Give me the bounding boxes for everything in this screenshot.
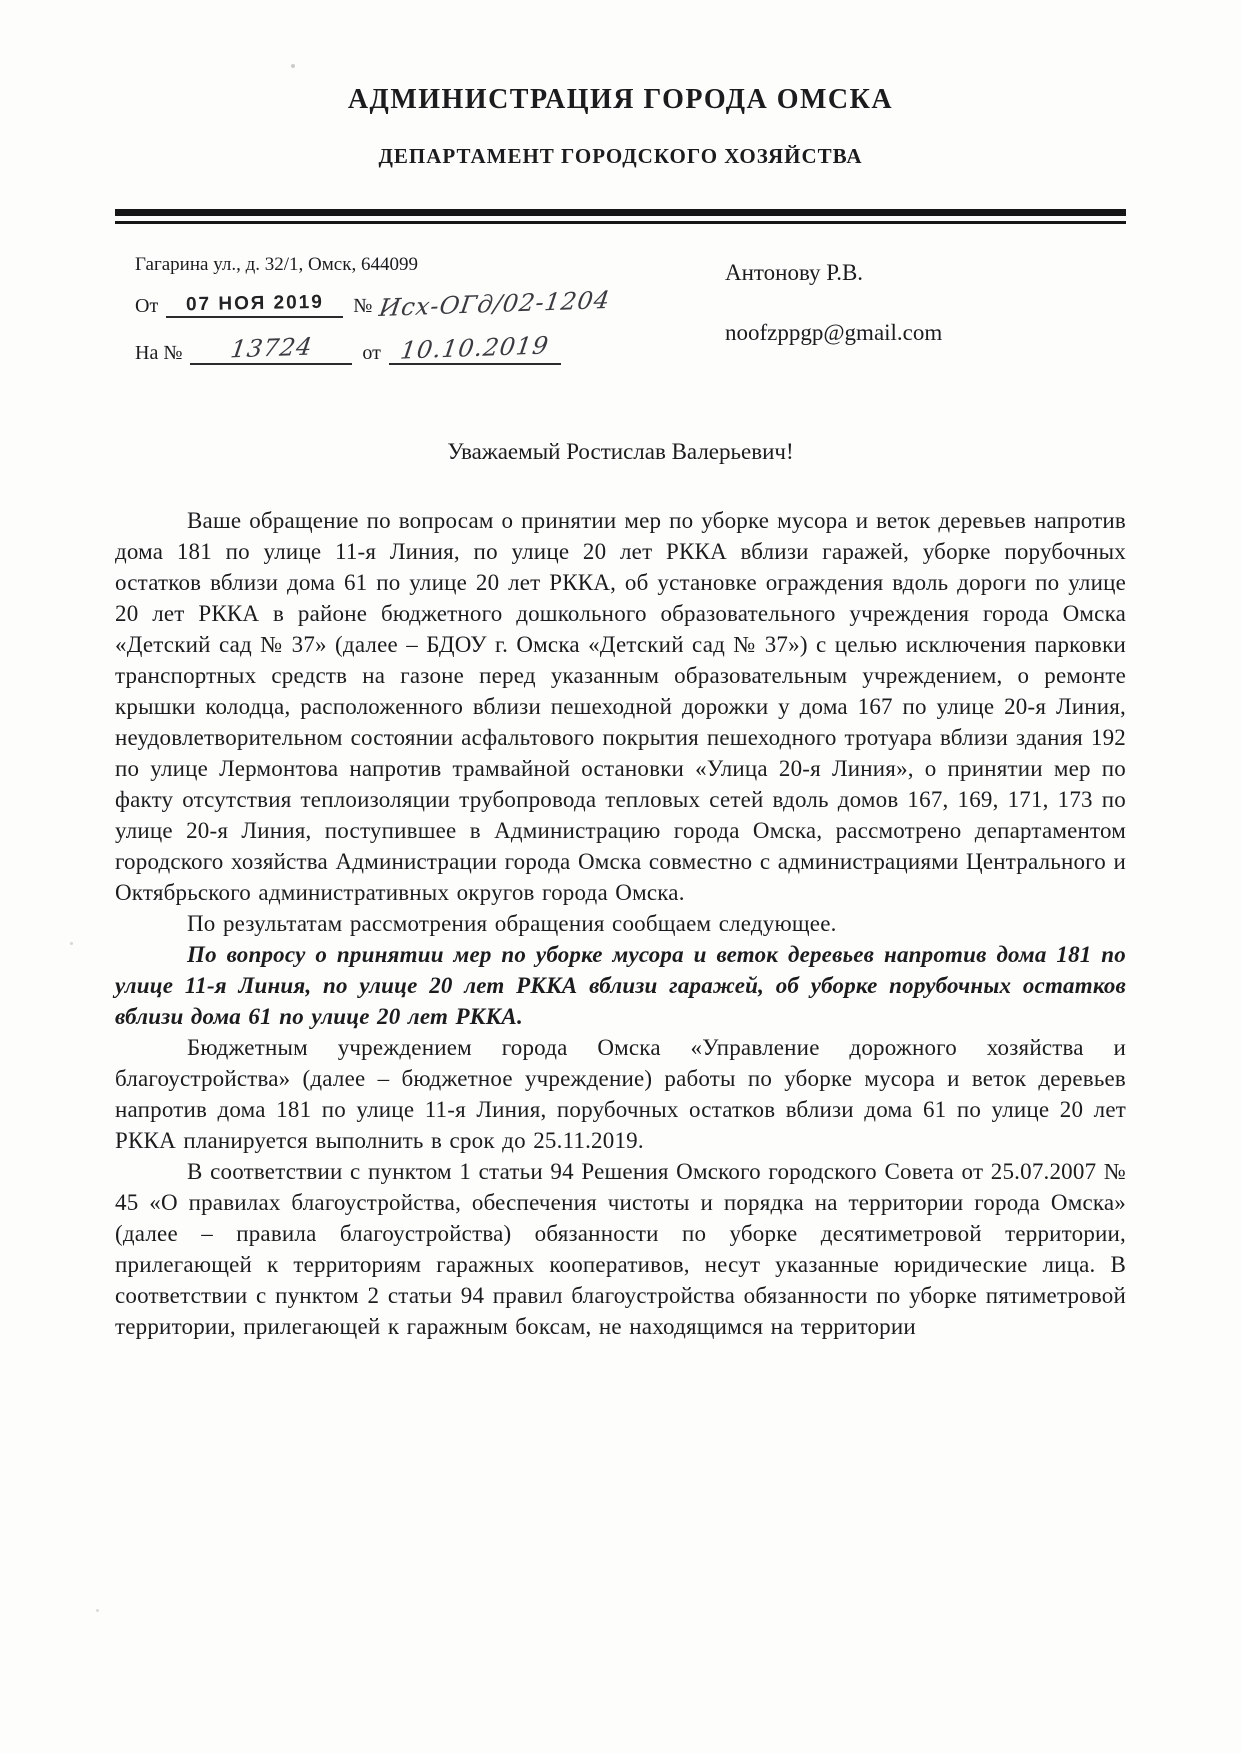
sender-meta	[115, 246, 665, 381]
incoming-date-slot	[389, 331, 561, 365]
body-paragraph: По вопросу о принятии мер по уборке мусора и веток деревьев напротив дома 181 по улице 11-я Линия, по улице 20 лет РККА вблизи гаражей, об уборке порубочных остатков вблизи дома 61 по улице 20 лет РККА.	[115, 942, 1126, 1029]
letter-body	[115, 505, 1126, 1342]
sender-address: Гагарина ул., д. 32/1, Омск, 644099	[135, 254, 418, 275]
recipient-block	[665, 246, 1126, 346]
incoming-number-slot	[190, 334, 352, 365]
letterhead-org-title: АДМИНИСТРАЦИЯ ГОРОДА ОМСКА	[347, 84, 894, 115]
ref-label: На №	[135, 342, 183, 364]
scan-speck	[291, 64, 295, 68]
letterhead-dept-title: ДЕПАРТАМЕНТ ГОРОДСКОГО ХОЗЯЙСТВА	[378, 144, 863, 168]
from-label: От	[135, 295, 159, 317]
outgoing-number-handwritten: Исх-ОГд/02-1204	[377, 286, 613, 322]
scan-speck	[1063, 516, 1067, 519]
body-paragraph: По результатам рассмотрения обращения сообщаем следующее.	[187, 911, 837, 936]
recipient-name: Антонову Р.В.	[725, 260, 864, 285]
body-paragraph: Ваше обращение по вопросам о принятии мер по уборке мусора и веток деревьев напротив дома 181 по улице 11-я Линия, по улице 20 лет РККА вблизи гаражей, уборке порубочных остатков вблизи дома 61 по улице 20 лет РККА, об установке ограждения вдоль дороги по улице 20 лет РККА в районе бюджетного дошкольного образовательного учреждения города Омска «Детский сад № 37» (далее – БДОУ г. Омска «Детский сад № 37») с целью исключения парковки транспортных средств на газоне перед указанным образовательным учреждением, о ремонте крышки колодца, расположенного вблизи пешеходной дорожки у дома 167 по улице 20-я Линия, неудовлетворительном состоянии асфальтового покрытия пешеходного тротуара вблизи здания 192 по улице Лермонтова напротив трамвайной остановки «Улица 20-я Линия», о принятии мер по факту отсутствия теплоизоляции трубопровода тепловых сетей вдоль домов 167, 169, 171, 173 по улице 20-я Линия, поступившее в Администрацию города Омска, рассмотрено департаментом городского хозяйства Администрации города Омска совместно с администрациями Центрального и Октябрьского административных округов города Омска.	[115, 508, 1126, 905]
scan-speck	[96, 1609, 99, 1612]
ref-date-label: от	[362, 342, 381, 364]
recipient-email: noofzppgp@gmail.com	[725, 320, 943, 345]
meta-block	[115, 246, 1126, 381]
outgoing-line	[135, 286, 665, 322]
body-paragraph: Бюджетным учреждением города Омска «Управление дорожного хозяйства и благоустройства» (далее – бюджетное учреждение) работы по уборке мусора и веток деревьев напротив дома 181 по улице 11-я Линия, порубочных остатков вблизи дома 61 по улице 20 лет РККА планируется выполнить в срок до 25.11.2019.	[115, 1035, 1126, 1153]
incoming-number-handwritten: 13724	[228, 332, 315, 364]
incoming-line	[135, 331, 665, 365]
incoming-date-handwritten: 10.10.2019	[398, 331, 551, 365]
date-stamp: 07 НОЯ 2019	[185, 291, 324, 316]
divider-rule	[115, 209, 1126, 224]
scan-speck	[70, 942, 73, 945]
salutation: Уважаемый Ростислав Валерьевич!	[447, 439, 794, 464]
date-stamp-slot	[166, 292, 343, 318]
body-paragraph: В соответствии с пунктом 1 статьи 94 Решения Омского городского Совета от 25.07.2007 № 45 «О правилах благоустройства, обеспечения чистоты и порядка на территории города Омска» (далее – правила благоустройства) обязанности по уборке десятиметровой территории, прилегающей к территориям гаражных кооперативов, несут указанные юридические лица. В соответствии с пунктом 2 статьи 94 правил благоустройства обязанности по уборке пятиметровой территории, прилегающей к гаражным боксам, не находящимся на территории	[115, 1159, 1126, 1339]
number-label: №	[353, 295, 373, 317]
